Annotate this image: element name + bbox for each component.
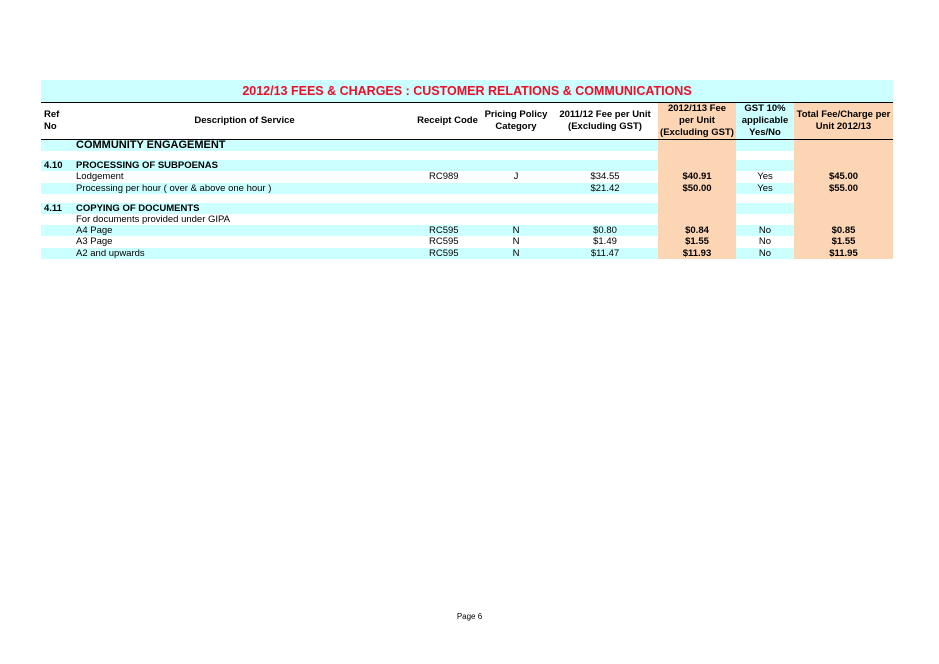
cell-description: COMMUNITY ENGAGEMENT	[74, 140, 415, 152]
cell-fee-2011	[552, 160, 658, 171]
cell-pricing-category: N	[480, 248, 552, 259]
cell-description: A3 Page	[74, 236, 415, 247]
page-number: Page 6	[456, 612, 483, 621]
cell-total	[794, 194, 893, 203]
cell-fee-2012: $11.93	[658, 248, 736, 259]
table-row	[41, 236, 893, 247]
cell-total	[794, 203, 893, 214]
cell-pricing-category: N	[480, 225, 552, 236]
header-receipt-code: Receipt Code	[415, 103, 480, 140]
cell-pricing-category: N	[480, 236, 552, 247]
cell-fee-2011	[552, 140, 658, 152]
cell-gst	[736, 140, 794, 152]
cell-total: $1.55	[794, 236, 893, 247]
cell-fee-2012: $0.84	[658, 225, 736, 236]
cell-fee-2012: $40.91	[658, 171, 736, 182]
table-row	[41, 248, 893, 259]
cell-fee-2011: $11.47	[552, 248, 658, 259]
cell-gst	[736, 203, 794, 214]
cell-ref	[41, 183, 74, 194]
cell-ref	[41, 225, 74, 236]
table-row-spacer	[41, 151, 893, 160]
cell-pricing-category	[480, 140, 552, 152]
cell-fee-2012: $1.55	[658, 236, 736, 247]
table-header-row	[41, 103, 893, 140]
cell-total	[794, 214, 893, 225]
cell-description: Lodgement	[74, 171, 415, 182]
cell-gst: No	[736, 248, 794, 259]
cell-gst	[736, 160, 794, 171]
cell-receipt-code	[415, 183, 480, 194]
cell-receipt-code: RC595	[415, 225, 480, 236]
cell-gst: No	[736, 225, 794, 236]
table-row-spacer	[41, 194, 893, 203]
cell-receipt-code: RC595	[415, 236, 480, 247]
cell-gst	[736, 214, 794, 225]
cell-pricing-category	[480, 151, 552, 160]
cell-description	[74, 194, 415, 203]
cell-pricing-category	[480, 203, 552, 214]
cell-ref	[41, 151, 74, 160]
cell-gst	[736, 194, 794, 203]
fees-table	[41, 103, 893, 259]
table-row	[41, 183, 893, 194]
cell-description: COPYING OF DOCUMENTS	[74, 203, 415, 214]
cell-fee-2011	[552, 151, 658, 160]
cell-ref	[41, 140, 74, 152]
header-gst: GST 10% applicable Yes/No	[736, 103, 794, 140]
cell-gst: Yes	[736, 183, 794, 194]
cell-fee-2011	[552, 194, 658, 203]
cell-ref: 4.11	[41, 203, 74, 214]
cell-ref	[41, 214, 74, 225]
cell-fee-2011	[552, 214, 658, 225]
cell-description: For documents provided under GIPA	[74, 214, 415, 225]
cell-fee-2012	[658, 151, 736, 160]
header-pricing-policy: Pricing Policy Category	[480, 103, 552, 140]
cell-description: Processing per hour ( over & above one hour )	[74, 183, 415, 194]
cell-pricing-category	[480, 194, 552, 203]
cell-description: A4 Page	[74, 225, 415, 236]
cell-fee-2011: $0.80	[552, 225, 658, 236]
cell-total: $55.00	[794, 183, 893, 194]
cell-ref	[41, 194, 74, 203]
cell-pricing-category: J	[480, 171, 552, 182]
cell-description: A2 and upwards	[74, 248, 415, 259]
cell-receipt-code	[415, 214, 480, 225]
cell-ref	[41, 171, 74, 182]
table-row-section	[41, 140, 893, 152]
cell-ref	[41, 248, 74, 259]
cell-fee-2011: $34.55	[552, 171, 658, 182]
table-row-group	[41, 160, 893, 171]
cell-fee-2012	[658, 203, 736, 214]
cell-total	[794, 160, 893, 171]
table-row	[41, 214, 893, 225]
cell-gst	[736, 151, 794, 160]
header-total: Total Fee/Charge per Unit 2012/13	[794, 103, 893, 140]
cell-gst: Yes	[736, 171, 794, 182]
cell-fee-2012: $50.00	[658, 183, 736, 194]
cell-pricing-category	[480, 183, 552, 194]
header-fee-2011: 2011/12 Fee per Unit (Excluding GST)	[552, 103, 658, 140]
cell-description: PROCESSING OF SUBPOENAS	[74, 160, 415, 171]
cell-total: $11.95	[794, 248, 893, 259]
cell-total: $45.00	[794, 171, 893, 182]
cell-receipt-code: RC989	[415, 171, 480, 182]
cell-pricing-category	[480, 160, 552, 171]
cell-fee-2011: $1.49	[552, 236, 658, 247]
cell-gst: No	[736, 236, 794, 247]
cell-receipt-code	[415, 140, 480, 152]
cell-ref: 4.10	[41, 160, 74, 171]
cell-fee-2012	[658, 160, 736, 171]
table-row	[41, 225, 893, 236]
cell-fee-2011: $21.42	[552, 183, 658, 194]
cell-pricing-category	[480, 214, 552, 225]
cell-total	[794, 151, 893, 160]
cell-receipt-code	[415, 203, 480, 214]
cell-ref	[41, 236, 74, 247]
cell-fee-2011	[552, 203, 658, 214]
cell-total	[794, 140, 893, 152]
header-fee-2012: 2012/113 Fee per Unit (Excluding GST)	[658, 103, 736, 140]
cell-total: $0.85	[794, 225, 893, 236]
fees-sheet	[41, 80, 893, 259]
cell-receipt-code	[415, 151, 480, 160]
header-description: Description of Service	[74, 103, 415, 140]
cell-receipt-code	[415, 160, 480, 171]
table-row	[41, 171, 893, 182]
table-row-group	[41, 203, 893, 214]
cell-fee-2012	[658, 214, 736, 225]
cell-fee-2012	[658, 140, 736, 152]
cell-description	[74, 151, 415, 160]
cell-receipt-code: RC595	[415, 248, 480, 259]
header-ref-no: Ref No	[41, 103, 74, 140]
sheet-title: 2012/13 FEES & CHARGES : CUSTOMER RELATIONS & COMMUNICATIONS	[41, 80, 893, 103]
cell-receipt-code	[415, 194, 480, 203]
cell-fee-2012	[658, 194, 736, 203]
